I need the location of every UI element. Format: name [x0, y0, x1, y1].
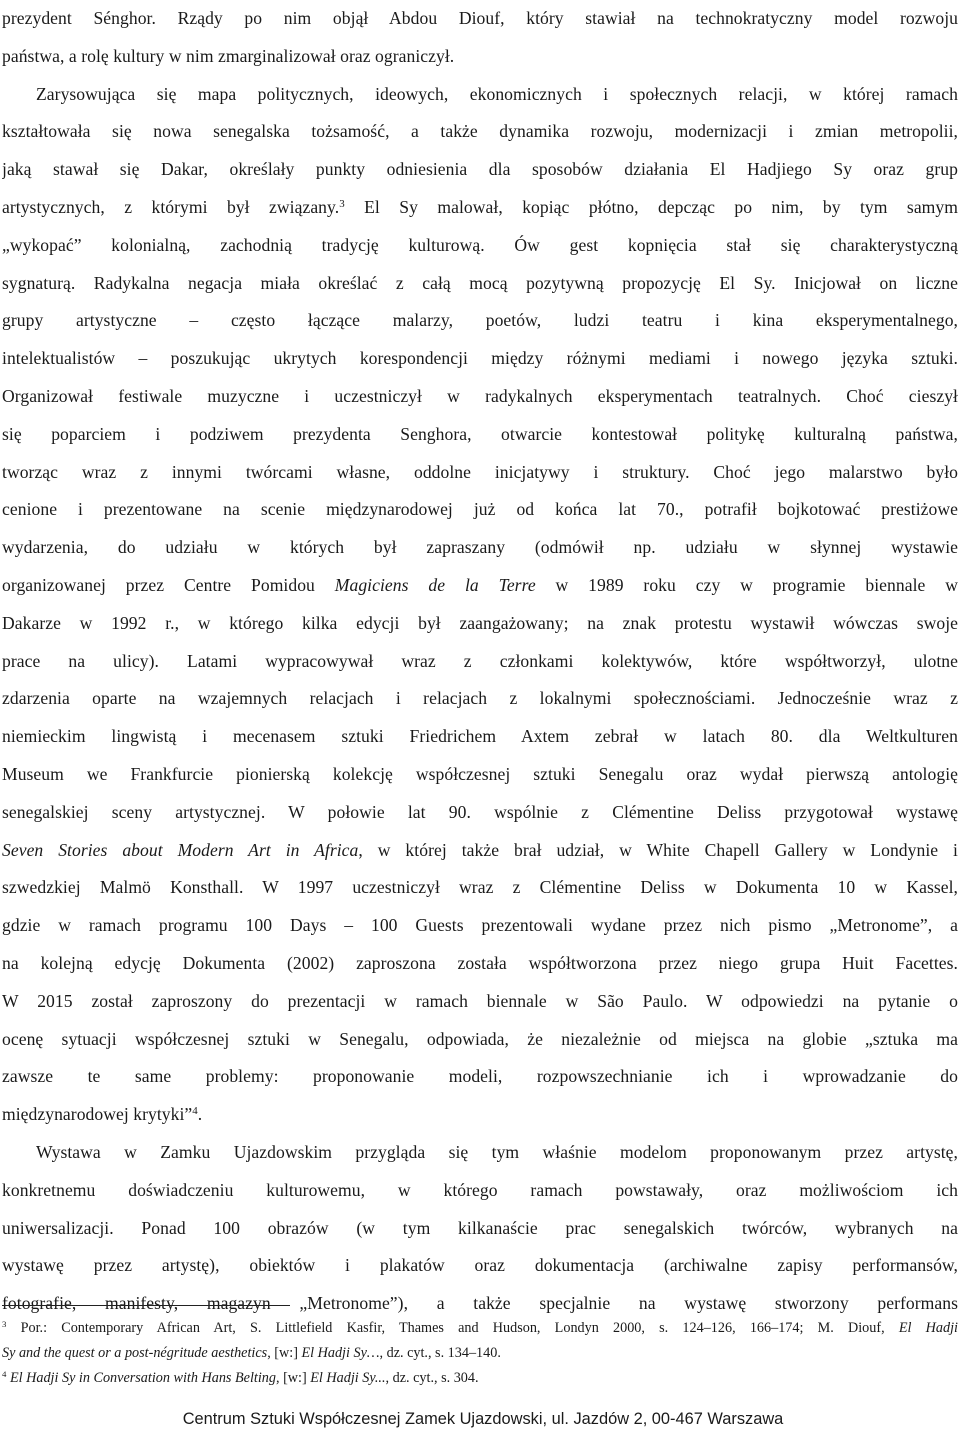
footnote-3: $^3$ Por.: Contemporary African Art, S. Littlefield Kasfir, Thames and Hudson, Londyn 2000, s. 124–126, 166–174; M. Diouf, El Hadji	[2, 1319, 958, 1336]
text-line: zawsze te same problemy: proponowanie modeli, rozpowszechnianie ich i wprowadzanie do	[2, 1066, 958, 1087]
text-line: organizowanej przez Centre Pomidou Magiciens de la Terre w 1989 roku czy w programie biennale w	[2, 574, 958, 595]
text-line: międzynarodowej krytyki”$^4$.	[2, 1104, 203, 1125]
text-line: Museum we Frankfurcie pionierską kolekcję współczesnej sztuki Senegalu oraz wydał pierwszą antologię	[2, 763, 958, 784]
text-line: intelektualistów – poszukując ukrytych korespondencji między różnymi mediami i nowego języka sztuki.	[2, 348, 958, 369]
text-line: gdzie w ramach programu 100 Days – 100 Guests prezentowali wydane przez nich pismo „Metronome”, a	[2, 915, 958, 936]
text-line: cenione i prezentowane na scenie międzynarodowej już od końca lat 70., potrafił bojkotować prestiżowe	[2, 499, 958, 520]
text-line: Organizował festiwale muzyczne i uczestniczył w radykalnych eksperymentach teatralnych. Choć cieszył	[2, 385, 958, 406]
page-footer: Centrum Sztuki Współczesnej Zamek Ujazdowski, ul. Jazdów 2, 00-467 Warszawa	[182, 1410, 784, 1428]
text-line: się poparciem i podziwem prezydenta Senghora, otwarcie kontestował politykę kulturalną państwa,	[2, 423, 958, 444]
footnote-marker: 3	[2, 1319, 7, 1330]
text-line: artystycznych, z którymi był związany.$^3$ El Sy malował, kopiąc płótno, depcząc po nim, by tym samym	[2, 196, 958, 217]
text-line: senegalskiej sceny artystycznej. W połowie lat 90. wspólnie z Clémentine Deliss przygotował wystawę	[2, 801, 958, 822]
text-line: prezydent Sénghor. Rządy po nim objął Abdou Diouf, który stawiał na technokratyczny model rozwoju	[2, 8, 958, 28]
text-line: Wystawa w Zamku Ujazdowskim przygląda się tym właśnie modelom proponowanym przez artystę,	[36, 1141, 958, 1162]
text-line: jaką stawał się Dakar, określały punkty odniesienia dla sposobów działania El Hadjiego Sy oraz grup	[2, 159, 958, 180]
footnote-3-continued: Sy and the quest or a post-négritude aesthetics, [w:] El Hadji Sy…, dz. cyt., s. 134–140.	[2, 1345, 501, 1361]
text-line: Seven Stories about Modern Art in Africa, w której także brał udział, w White Chapell Gallery w Londynie i	[2, 839, 958, 860]
footnotes	[2, 1316, 958, 1391]
text-line: konkretnemu doświadczeniu kulturowemu, w którego ramach powstawały, oraz możliwościom ich	[2, 1179, 958, 1200]
text-line: „wykopać” kolonialną, zachodnią tradycję kulturową. Ów gest kopnięcia stał się charakterystyczną	[2, 234, 958, 255]
text-line: W 2015 został zaproszony do prezentacji w ramach biennale w São Paulo. W odpowiedzi na pytanie o	[2, 990, 958, 1011]
text-line: Dakarze w 1992 r., w którego kilka edycji był zaangażowany; na znak protestu wystawił wówczas swoje	[2, 612, 958, 633]
body-text	[2, 0, 958, 1323]
text-line: państwa, a rolę kultury w nim zmarginalizował oraz ograniczył.	[2, 45, 455, 66]
footnote-ref-4[interactable]: 4	[192, 1105, 198, 1118]
text-line: wydarzenia, do udziału w których był zapraszany (odmówił np. udziału w słynnej wystawie	[2, 537, 958, 558]
exhibition-title: Magiciens de la Terre	[334, 574, 536, 595]
exhibition-title: Seven Stories about Modern Art in Africa	[2, 839, 359, 860]
text-line: na kolejną edycję Dokumenta (2002) zaproszona została współtworzona przez niego grupa Huit Facettes.	[2, 952, 958, 973]
text-line: grupy artystyczne – często łączące malarzy, poetów, ludzi teatru i kina eksperymentalnego,	[2, 310, 958, 331]
text-line: sygnaturą. Radykalna negacja miała określać z całą mocą pozytywną propozycję El Sy. Inicjował on liczne	[2, 272, 958, 293]
text-line: Zarysowująca się mapa politycznych, ideowych, ekonomicznych i społecznych relacji, w której ramach	[36, 83, 958, 104]
text-line: ocenę sytuacji współczesnej sztuki w Senegalu, odpowiada, że niezależnie od miejsca na globie „sztuka ma	[2, 1028, 958, 1049]
text-line: kształtowała się nowa senegalska tożsamość, a także dynamika rozwoju, modernizacji i zmian metropolii,	[2, 121, 958, 142]
footnote-separator	[2, 1305, 290, 1306]
text-line: tworząc wraz z innymi twórcami własne, oddolne inicjatywy i struktury. Choć jego malarstwo było	[2, 461, 958, 482]
text-line: uniwersalizacji. Ponad 100 obrazów (w tym kilkanaście prac senegalskich twórców, wybranych na	[2, 1217, 958, 1238]
footnote-marker: 4	[2, 1369, 7, 1380]
text-line: zdarzenia oparte na wzajemnych relacjach i relacjach z lokalnymi społecznościami. Jednocześnie wraz z	[2, 688, 958, 709]
text-line: fotografie, manifesty, magazyn „Metronome”), a także specjalnie na wystawę stworzony performans	[2, 1293, 958, 1314]
text-line: niemieckim lingwistą i mecenasem sztuki Friedrichem Axtem zebrał w latach 80. dla Weltkulturen	[2, 726, 958, 747]
text-line: prace na ulicy). Latami wypracowywał wraz z członkami kolektywów, które współtworzył, ulotne	[2, 650, 958, 671]
footnote-ref-3[interactable]: 3	[339, 197, 345, 210]
text-line: szwedzkiej Malmö Konsthall. W 1997 uczestniczył wraz z Clémentine Deliss w Dokumenta 10 w Kassel,	[2, 877, 958, 898]
text-line: wystawę przez artystę), obiektów i plakatów oraz dokumentacja (archiwalne zapisy performansów,	[2, 1255, 958, 1276]
footnote-4: $^4$ El Hadji Sy in Conversation with Hans Belting, [w:] El Hadji Sy..., dz. cyt., s. 304.	[2, 1369, 479, 1386]
